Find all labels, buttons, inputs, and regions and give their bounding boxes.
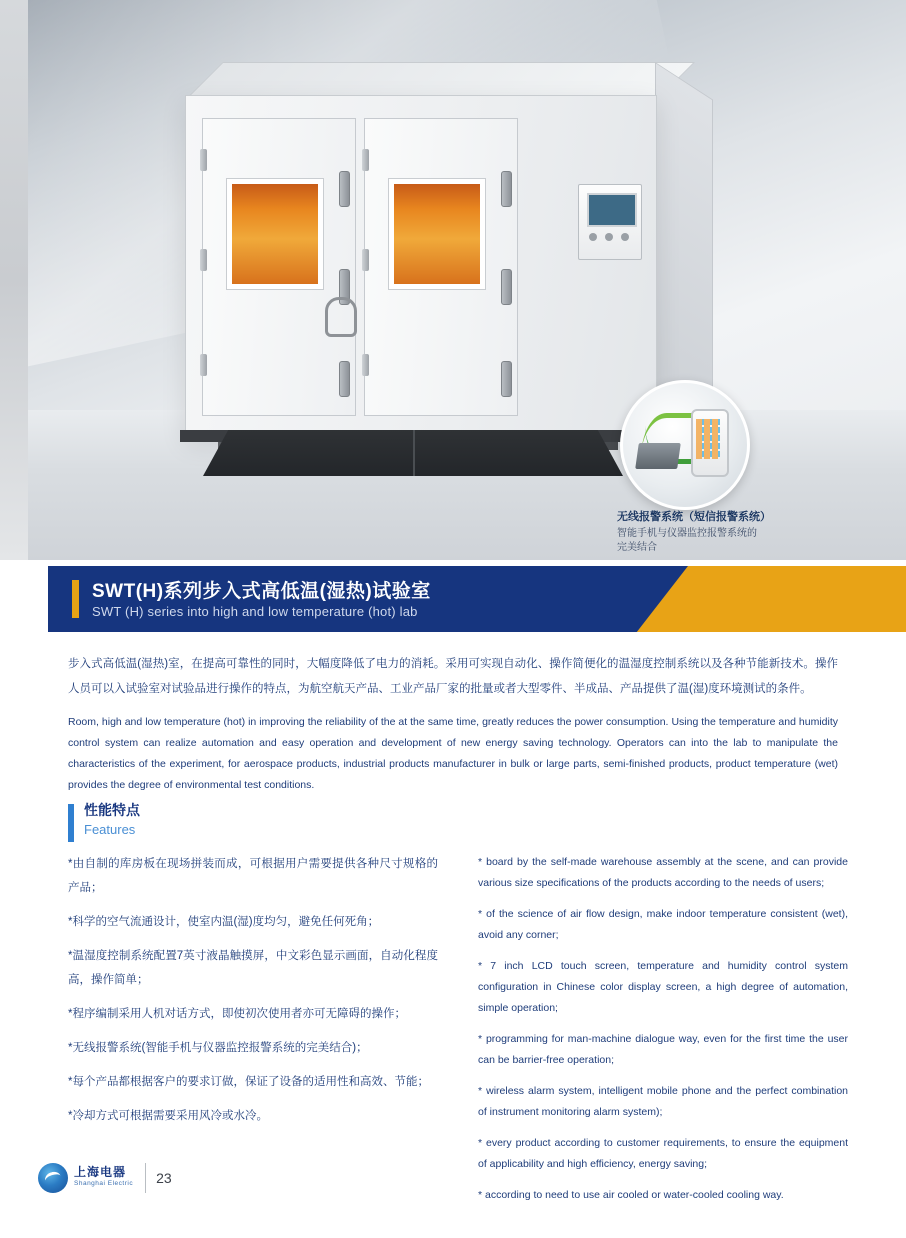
- ramp-seam: [413, 430, 415, 476]
- features-heading: [68, 800, 384, 840]
- banner-title-cn: SWT(H)系列步入式高低温(湿热)试验室: [92, 581, 431, 602]
- chamber-door-right: [364, 118, 518, 416]
- door-handle-icon: [339, 171, 350, 207]
- list-item: *程序编制采用人机对话方式，即使初次使用者亦可无障碍的操作；: [68, 1008, 406, 1020]
- list-item: * 7 inch LCD touch screen, temperature and humidity control system configuration in Chinese color display screen, a high degree of automation, simple operation;: [478, 960, 848, 1014]
- intro-paragraph-en: Room, high and low temperature (hot) in improving the reliability of the at the same time, greatly reduces the power consumption. Using the temperature and humidity control system can realize automation and easy operation and development of new energy saving technology. Operators can into the lab to manipulate the characteristics of the experiment, for aerospace products, industrial products manufacturer in bulk or large parts, semi-finished products, product temperature (wet) provides the degree of environmental test conditions.: [68, 716, 838, 791]
- swirl-icon: [38, 1163, 68, 1193]
- hinge-icon: [200, 249, 207, 271]
- panel-button-icon: [605, 233, 613, 241]
- door-handle-icon: [501, 361, 512, 397]
- list-item: * according to need to use air cooled or water-cooled cooling way.: [478, 1189, 784, 1201]
- door-window-right: [389, 179, 485, 289]
- company-logo: [38, 1163, 146, 1193]
- list-item: *温湿度控制系统配置7英寸液晶触摸屏，中文彩色显示画面，自动化程度高，操作简单；: [68, 950, 438, 986]
- door-window-left: [227, 179, 323, 289]
- hinge-icon: [362, 249, 369, 271]
- inset-caption: [617, 508, 867, 555]
- list-item: *科学的空气流通设计，使室内温(湿)度均匀，避免任何死角；: [68, 916, 380, 928]
- inset-caption-title: 无线报警系统（短信报警系统）: [617, 511, 771, 523]
- touch-screen-icon: [587, 193, 637, 227]
- list-item: *冷却方式可根据需要采用风冷或水冷。: [68, 1110, 268, 1122]
- company-name-block: [74, 1166, 133, 1190]
- chamber-door-left: [202, 118, 356, 416]
- list-item: *每个产品都根据客户的要求订做，保证了设备的适用性和高效、节能；: [68, 1076, 429, 1088]
- hinge-icon: [200, 149, 207, 171]
- inset-caption-line1: 智能手机与仪器监控报警系统的: [617, 528, 757, 539]
- page-number: 23: [156, 1170, 172, 1186]
- door-handle-icon: [501, 171, 512, 207]
- intro-paragraph-cn: 步入式高低温(湿热)室，在提高可靠性的同时，大幅度降低了电力的消耗。采用可实现自动化、操作简便化的温湿度控制系统以及各种节能新技术。操作人员可以入试验室对试验品进行操作的特点，为航空航天产品、工业产品厂家的批量或者大型零件、半成品、产品提供了温(湿)度环境测试的条件。: [68, 658, 838, 695]
- product-hero-image: [28, 0, 906, 560]
- phone-screen-icon: [696, 419, 720, 459]
- section-title-banner: [48, 566, 906, 632]
- list-item: * wireless alarm system, intelligent mobile phone and the perfect combination of instrument monitoring alarm system);: [478, 1085, 848, 1118]
- list-item: *由自制的库房板在现场拼装而成，可根据用户需要提供各种尺寸规格的产品；: [68, 858, 438, 894]
- left-gradient-strip: [0, 0, 28, 560]
- banner-title-en: SWT (H) series into high and low temperature (hot) lab: [92, 604, 418, 619]
- banner-accent-bar: [72, 580, 79, 618]
- panel-button-icon: [621, 233, 629, 241]
- door-handle-icon: [501, 269, 512, 305]
- list-item: * every product according to customer requirements, to ensure the equipment of applicability and high efficiency, energy saving;: [478, 1137, 848, 1170]
- hinge-icon: [362, 149, 369, 171]
- features-heading-en: Features: [84, 822, 136, 837]
- list-item: * of the science of air flow design, make indoor temperature consistent (wet), avoid any corner;: [478, 908, 848, 941]
- list-item: *无线报警系统(智能手机与仪器监控报警系统的完美结合)；: [68, 1042, 368, 1054]
- door-handle-icon: [339, 361, 350, 397]
- company-name-en: Shanghai Electric: [74, 1180, 134, 1187]
- inset-caption-line2: 完美结合: [617, 542, 657, 553]
- test-chamber-body: [185, 95, 657, 437]
- page-footer: [38, 1158, 238, 1198]
- list-item: * board by the self-made warehouse assembly at the scene, and can provide various size specifications of the products according to the needs of users;: [478, 856, 848, 889]
- phone-icon: [691, 409, 729, 477]
- features-column-en: [478, 852, 848, 1216]
- hinge-icon: [362, 354, 369, 376]
- hinge-icon: [200, 354, 207, 376]
- features-heading-cn: 性能特点: [84, 802, 140, 818]
- laptop-icon: [635, 443, 681, 469]
- door-pull-icon: [325, 297, 357, 337]
- control-panel: [578, 184, 642, 260]
- intro-section: [68, 652, 838, 796]
- list-item: * programming for man-machine dialogue way, even for the first time the user can be barrier-free operation;: [478, 1033, 848, 1066]
- company-name-cn: 上海电器: [74, 1165, 127, 1179]
- panel-button-icon: [589, 233, 597, 241]
- alarm-system-inset-photo: [620, 380, 750, 510]
